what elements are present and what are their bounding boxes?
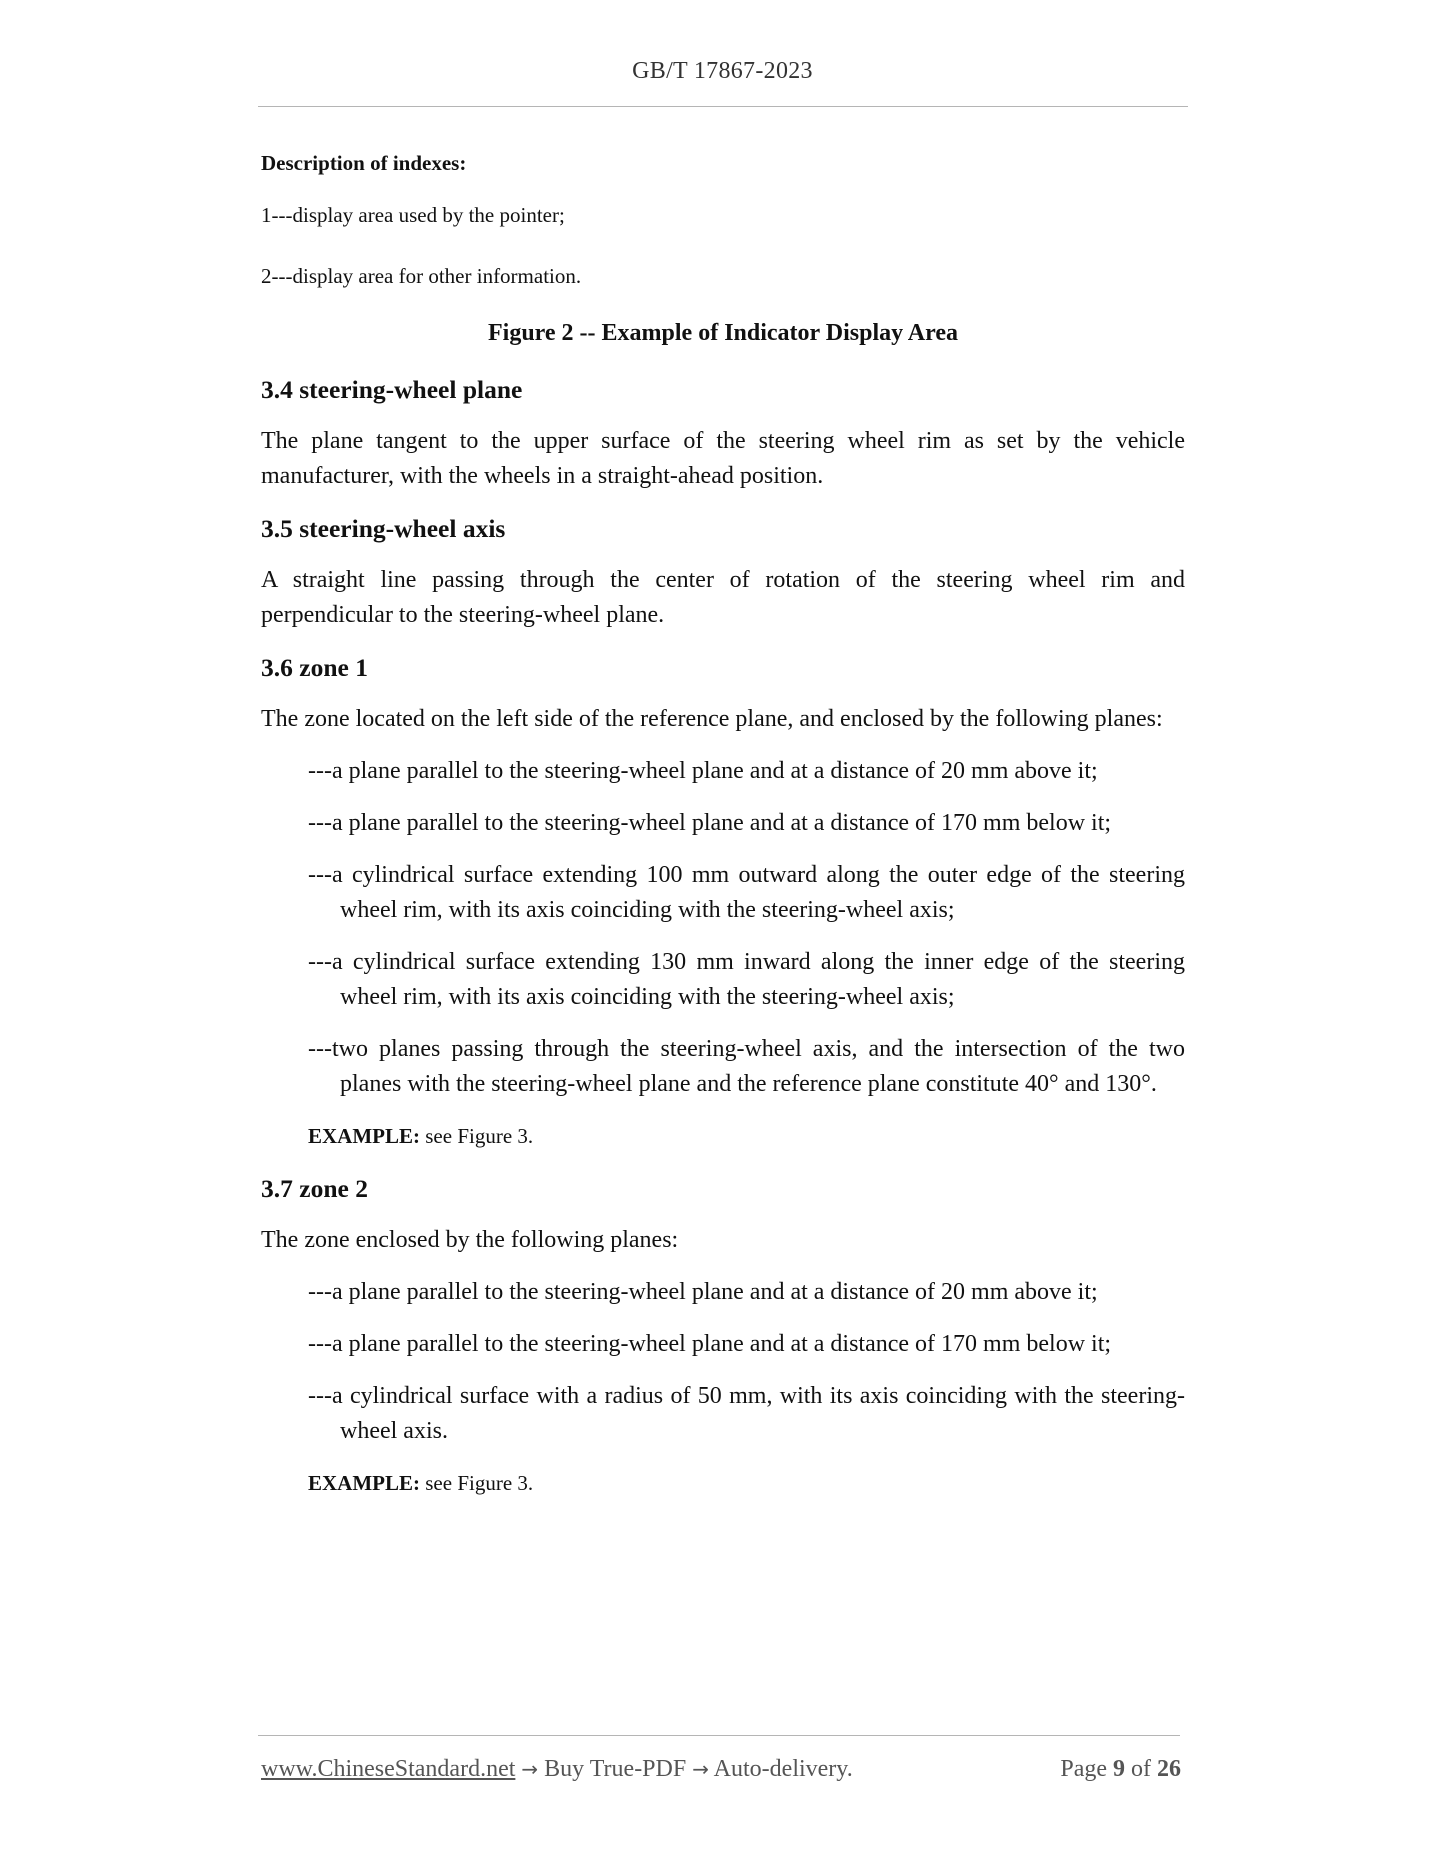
index-description-title: Description of indexes:	[261, 151, 467, 175]
total-page-count: 26	[1157, 1756, 1181, 1782]
arrow-right-icon: →	[692, 1757, 709, 1781]
zone1-item: ---two planes passing through the steering-wheel axis, and the intersection of the two planes with the steering-wheel plane and the reference plane constitute 40° and 130°.	[308, 1036, 1185, 1097]
zone2-item: ---a cylindrical surface with a radius of 50 mm, with its axis coinciding with the steering-wheel axis.	[308, 1383, 1185, 1444]
example-text: see Figure 3.	[425, 1471, 534, 1495]
figure-caption: Figure 2 -- Example of Indicator Display Area	[488, 320, 958, 346]
document-header-code: GB/T 17867-2023	[632, 58, 813, 84]
section-heading-3-7: 3.7 zone 2	[261, 1174, 368, 1203]
example-label: EXAMPLE:	[308, 1471, 420, 1495]
section-heading-3-5: 3.5 steering-wheel axis	[261, 514, 506, 543]
footer-divider	[258, 1735, 1180, 1736]
section-text-3-5: A straight line passing through the center of rotation of the steering wheel rim and perpendicular to the steering-wheel plane.	[261, 567, 1185, 628]
current-page-number: 9	[1113, 1756, 1125, 1782]
index-item-2: 2---display area for other information.	[261, 264, 582, 288]
section-text-3-4: The plane tangent to the upper surface of the steering wheel rim as set by the vehicle manufacturer, with the wheels in a straight-ahead position.	[261, 428, 1185, 489]
zone1-item: ---a plane parallel to the steering-wheel plane and at a distance of 170 mm below it;	[308, 810, 1112, 836]
page-word: Page	[1060, 1756, 1107, 1782]
header-divider	[258, 106, 1188, 107]
zone1-item: ---a cylindrical surface extending 100 mm outward along the outer edge of the steering wheel rim, with its axis coinciding with the steering-wheel axis;	[308, 862, 1185, 923]
example-note-zone2	[308, 1466, 1185, 1501]
buy-pdf-text: Buy True-PDF	[544, 1756, 687, 1782]
arrow-right-icon: →	[521, 1757, 539, 1781]
auto-delivery-text: Auto-delivery.	[713, 1756, 853, 1782]
example-text: see Figure 3.	[425, 1124, 534, 1148]
footer-promo	[261, 1756, 853, 1783]
example-note-zone1	[308, 1119, 1185, 1154]
section-heading-3-4: 3.4 steering-wheel plane	[261, 375, 523, 404]
example-label: EXAMPLE:	[308, 1124, 420, 1148]
zone2-item: ---a plane parallel to the steering-wheel plane and at a distance of 170 mm below it;	[308, 1331, 1112, 1357]
page-indicator	[1060, 1756, 1181, 1783]
section-heading-3-6: 3.6 zone 1	[261, 653, 368, 682]
of-word: of	[1131, 1756, 1151, 1782]
zone2-item: ---a plane parallel to the steering-wheel plane and at a distance of 20 mm above it;	[308, 1279, 1098, 1305]
section-intro-3-7: The zone enclosed by the following planes:	[261, 1227, 679, 1253]
zone1-item: ---a plane parallel to the steering-wheel plane and at a distance of 20 mm above it;	[308, 758, 1098, 784]
index-item-1: 1---display area used by the pointer;	[261, 203, 565, 227]
section-intro-3-6: The zone located on the left side of the reference plane, and enclosed by the following planes:	[261, 706, 1163, 732]
site-link[interactable]: www.ChineseStandard.net	[261, 1756, 516, 1782]
zone1-item: ---a cylindrical surface extending 130 mm inward along the inner edge of the steering wheel rim, with its axis coinciding with the steering-wheel axis;	[308, 949, 1185, 1010]
page-content	[261, 146, 1185, 1501]
